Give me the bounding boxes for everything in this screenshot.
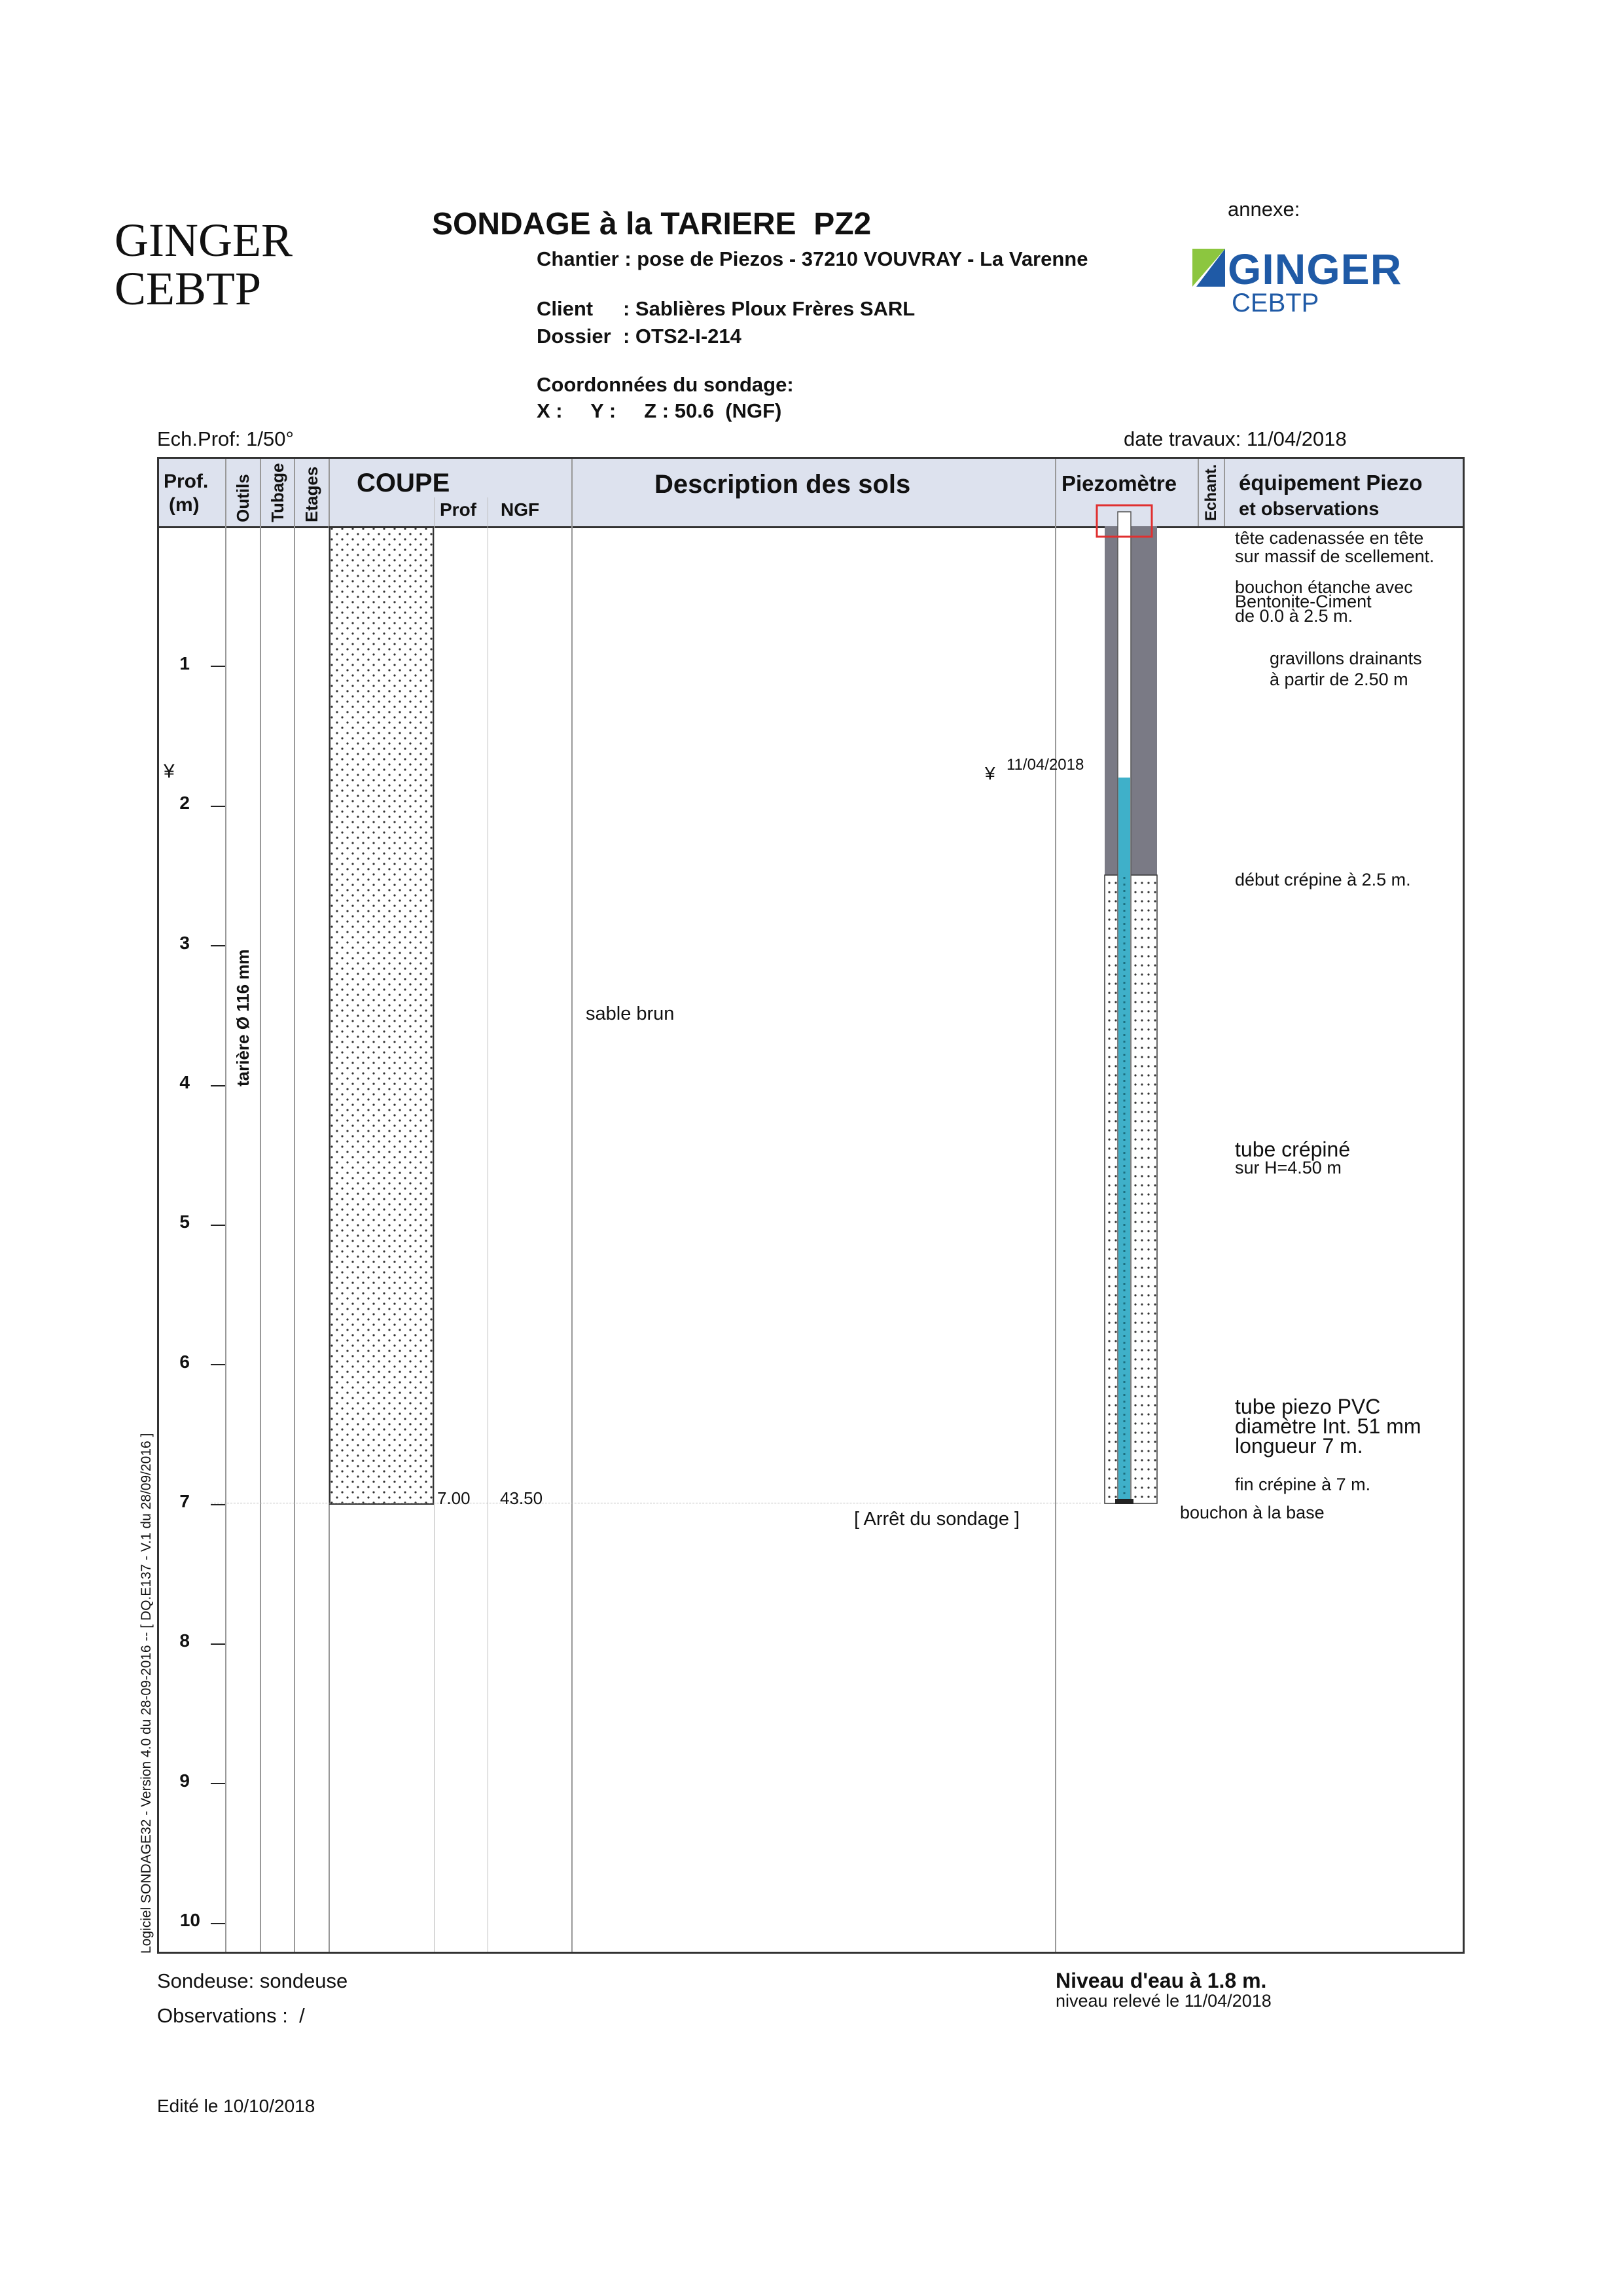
col-equipement: [1239, 470, 1423, 522]
note-line: diamètre Int. 51 mm: [1235, 1414, 1421, 1438]
depth-tick: [211, 1504, 225, 1505]
note-screen-start: début crépine à 2.5 m.: [1235, 870, 1411, 889]
note-screen-height: sur H=4.50 m: [1235, 1158, 1342, 1177]
depth-label: 1: [179, 653, 190, 673]
col-equipement-label: équipement Piezo: [1239, 471, 1423, 495]
document-title: SONDAGE à la TARIERE PZ2: [432, 207, 872, 242]
col-coupe: COUPE: [357, 469, 450, 497]
footer-edite: Edité le 10/10/2018: [157, 2096, 315, 2116]
depth-tick: [211, 945, 225, 946]
client-label: Client: [537, 297, 594, 320]
logo-mark-icon: [1192, 249, 1225, 287]
coords-label: Coordonnées du sondage:: [537, 373, 794, 396]
col-line: [294, 459, 295, 1952]
depth-label: 3: [179, 933, 190, 953]
note-bottom-plug: bouchon à la base: [1180, 1503, 1325, 1522]
logo-subtext: CEBTP: [1232, 289, 1319, 317]
dossier-value: : OTS2-I-214: [623, 325, 741, 348]
col-etages: Etages: [302, 466, 321, 522]
col-tubage: Tubage: [268, 463, 287, 522]
scale-label: Ech.Prof: 1/50°: [157, 427, 294, 450]
dossier-label: Dossier: [537, 325, 611, 348]
note-screen-end: fin crépine à 7 m.: [1235, 1475, 1371, 1494]
depth-tick: [211, 806, 225, 807]
col-piezometre: Piezomètre: [1061, 471, 1177, 495]
end-of-boring: [ Arrêt du sondage ]: [854, 1509, 1020, 1530]
company-name: [115, 216, 293, 313]
col-observations-label: et observations: [1239, 499, 1380, 520]
chantier: Chantier : pose de Piezos - 37210 VOUVRAY - La Varenne: [537, 247, 1088, 270]
col-line: [260, 459, 261, 1952]
depth-label: 10: [179, 1910, 200, 1930]
col-line: [1224, 459, 1225, 526]
date-travaux: date travaux: 11/04/2018: [1124, 427, 1347, 450]
note-pvc-tube: [1235, 1397, 1421, 1456]
note-line: gravillons drainants: [1270, 649, 1422, 668]
depth-label: 2: [179, 793, 190, 813]
coupe-layer-sable: [329, 526, 435, 1505]
col-line: [1198, 459, 1199, 526]
water-level-marker-icon: ¥: [164, 761, 175, 782]
col-echant: Echant.: [1202, 464, 1220, 521]
depth-tick: [211, 1364, 225, 1365]
ginger-logo: [1192, 245, 1408, 324]
col-coupe-prof: Prof: [440, 499, 476, 520]
depth-label: 7: [179, 1491, 190, 1511]
col-prof-unit: (m): [169, 494, 200, 516]
col-coupe-ngf: NGF: [501, 499, 540, 520]
col-outils: Outils: [233, 474, 253, 522]
note-line: tube piezo PVC: [1235, 1395, 1381, 1418]
col-prof-label: Prof.: [164, 471, 209, 492]
annexe-label: annexe:: [1228, 198, 1300, 221]
outil-label: tarière Ø 116 mm: [233, 949, 253, 1086]
footer-releve: niveau relevé le 11/04/2018: [1056, 1991, 1272, 2011]
note-gravel: [1270, 648, 1422, 690]
depth-tick: [211, 1783, 225, 1784]
depth-label: 8: [179, 1630, 190, 1651]
col-prof: [164, 470, 208, 517]
note-line: à partir de 2.50 m: [1270, 670, 1408, 689]
logo-text: GINGER: [1228, 245, 1402, 293]
depth-label: 9: [179, 1770, 190, 1791]
layer-ngf-value: 43.50: [500, 1488, 543, 1508]
note-line: sur massif de scellement.: [1235, 547, 1435, 566]
col-line: [1055, 459, 1056, 1952]
depth-label: 5: [179, 1211, 190, 1232]
layer-description: sable brun: [586, 1003, 675, 1024]
col-line: [225, 459, 226, 1952]
note-line: de 0.0 à 2.5 m.: [1235, 606, 1353, 626]
water-level-date: 11/04/2018: [1007, 756, 1084, 774]
depth-tick: [211, 1923, 225, 1924]
footer-observations: Observations : /: [157, 2004, 305, 2027]
company-line1: GINGER: [115, 214, 293, 266]
note-line: Bentonite-Ciment: [1235, 592, 1372, 611]
col-description: Description des sols: [654, 470, 911, 499]
depth-tick: [211, 1085, 225, 1086]
footer-niveau: Niveau d'eau à 1.8 m.: [1056, 1969, 1267, 1992]
depth-tick: [211, 666, 225, 667]
note-line: bouchon étanche avec: [1235, 577, 1413, 597]
depth-label: 4: [179, 1072, 190, 1092]
note-screen-tube: tube crépiné: [1235, 1138, 1351, 1161]
layer-prof-value: 7.00: [437, 1488, 471, 1508]
water-level-icon: ¥: [985, 763, 995, 783]
coords-value: X : Y : Z : 50.6 (NGF): [537, 399, 782, 422]
note-line: longueur 7 m.: [1235, 1434, 1363, 1458]
client-value: : Sablières Ploux Frères SARL: [623, 297, 916, 320]
footer-sondeuse: Sondeuse: sondeuse: [157, 1969, 348, 1992]
note-line: tête cadenassée en tête: [1235, 528, 1424, 548]
note-seal: [1235, 577, 1413, 626]
company-line2: CEBTP: [115, 262, 262, 315]
software-version: Logiciel SONDAGE32 - Version 4.0 du 28-09-2016 -- [ DQ.E137 - V.1 du 28/09/2016 ]: [139, 1433, 154, 1954]
depth-tick: [211, 1643, 225, 1645]
depth-tick: [211, 1225, 225, 1226]
note-head-lock: [1235, 529, 1435, 565]
depth-label: 6: [179, 1352, 190, 1372]
piezometer-diagram: [1093, 504, 1165, 1505]
col-line: [571, 459, 573, 1952]
bottom-plug: [1115, 1499, 1133, 1504]
